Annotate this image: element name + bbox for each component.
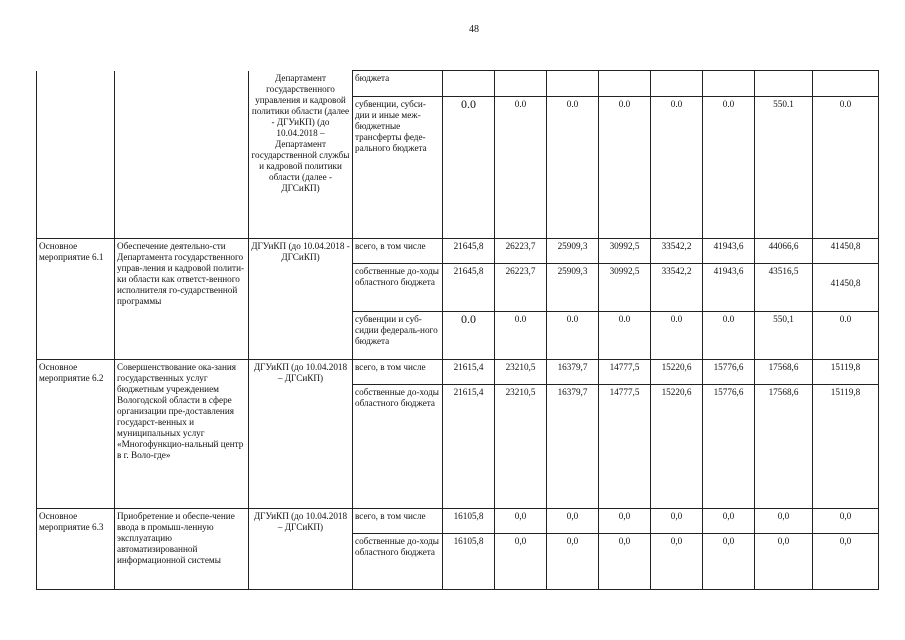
table-row xyxy=(37,509,879,534)
value-cell: 26223,7 xyxy=(495,264,547,312)
value-cell: 17568,6 xyxy=(755,360,813,385)
value-cell: 44066,6 xyxy=(755,239,813,264)
value-cell: 17568,6 xyxy=(755,385,813,509)
value-cell: 0.0 xyxy=(495,312,547,360)
value-cell: 30992,5 xyxy=(599,264,651,312)
value-cell: 25909,3 xyxy=(547,264,599,312)
value-cell: 23210,5 xyxy=(495,385,547,509)
value-cell: 15119,8 xyxy=(813,360,879,385)
code-cell: Основное мероприятие 6.2 xyxy=(37,360,115,509)
table-row xyxy=(37,71,879,97)
source-cell: собственные до-ходы областного бюджета xyxy=(353,534,443,590)
value-cell: 30992,5 xyxy=(599,239,651,264)
value-cell: 0,0 xyxy=(599,534,651,590)
value-cell: 0,0 xyxy=(813,534,879,590)
value-cell: 0.0 xyxy=(651,97,703,239)
name-cell xyxy=(115,71,249,239)
value-cell: 16379,7 xyxy=(547,385,599,509)
value-cell: 16105,8 xyxy=(443,509,495,534)
value-cell: 14777,5 xyxy=(599,385,651,509)
value-cell: 15776,6 xyxy=(703,385,755,509)
source-cell: всего, в том числе xyxy=(353,509,443,534)
table-row xyxy=(37,360,879,385)
value-cell: 23210,5 xyxy=(495,360,547,385)
value-cell: 550,1 xyxy=(755,312,813,360)
code-cell: Основное мероприятие 6.3 xyxy=(37,509,115,590)
code-cell xyxy=(37,71,115,239)
value-cell: 43516,5 xyxy=(755,264,813,312)
value-cell: 0.0 xyxy=(651,312,703,360)
responsible-cell: ДГУиКП (до 10.04.2018 – ДГСиКП) xyxy=(249,509,353,590)
value-cell: 0,0 xyxy=(495,534,547,590)
value-cell: 0.0 xyxy=(547,97,599,239)
source-cell: всего, в том числе xyxy=(353,360,443,385)
budget-table xyxy=(36,70,879,590)
source-cell: субвенции, субси-дии и иные меж-бюджетные трансферты феде-рального бюджета xyxy=(353,97,443,239)
value-cell: 26223,7 xyxy=(495,239,547,264)
value-cell: 21645,8 xyxy=(443,239,495,264)
value-cell: 41943,6 xyxy=(703,239,755,264)
value-cell: 33542,2 xyxy=(651,264,703,312)
value-cell: 0.0 xyxy=(703,97,755,239)
table-row xyxy=(37,239,879,264)
name-cell: Обеспечение деятельно-сти Департамента государственного управ-ления и кадровой полити-ки области как ответст-венного исполнителя го-сударственной программы xyxy=(115,239,249,360)
value-cell: 0,0 xyxy=(547,534,599,590)
value-cell: 14777,5 xyxy=(599,360,651,385)
responsible-cell: ДГУиКП (до 10.04.2018 – ДГСиКП) xyxy=(249,360,353,509)
value-cell: 0.0 xyxy=(703,312,755,360)
value-cell: 21645,8 xyxy=(443,264,495,312)
value-cell: 16105,8 xyxy=(443,534,495,590)
value-cell: 16379,7 xyxy=(547,360,599,385)
value-cell: 0,0 xyxy=(703,509,755,534)
source-cell: собственные до-ходы областного бюджета xyxy=(353,385,443,509)
responsible-cell: Департамент государственного управления и кадровой политики области (далее - ДГУиКП) (до 10.04.2018 – Департамент государственной службы и кадровой политики области (далее - ДГСиКП) xyxy=(249,71,353,239)
source-cell: собственные до-ходы областного бюджета xyxy=(353,264,443,312)
value-cell: 0,0 xyxy=(755,509,813,534)
value-cell: 41450,8 xyxy=(813,264,879,312)
value-cell: 15119,8 xyxy=(813,385,879,509)
responsible-cell: ДГУиКП (до 10.04.2018 - ДГСиКП) xyxy=(249,239,353,360)
value-cell: 0,0 xyxy=(813,509,879,534)
value-cell: 0,0 xyxy=(599,509,651,534)
value-cell: 550.1 xyxy=(755,97,813,239)
value-cell: 0.0 xyxy=(495,97,547,239)
value-cell: 15220,6 xyxy=(651,360,703,385)
value-cell: 25909,3 xyxy=(547,239,599,264)
value-cell: 33542,2 xyxy=(651,239,703,264)
source-cell: субвенции и суб-сидии федераль-ного бюджета xyxy=(353,312,443,360)
value-cell: 15220,6 xyxy=(651,385,703,509)
value-cell: 21615,4 xyxy=(443,360,495,385)
value-cell: 0.0 xyxy=(813,312,879,360)
value-cell: 0,0 xyxy=(651,509,703,534)
value-cell: 0,0 xyxy=(495,509,547,534)
value-cell: 0,0 xyxy=(755,534,813,590)
name-cell: Совершенствование ока-зания государственных услуг бюджетным учреждением Вологодской области в сфере организации пре-доставления государст-венных и муниципальных услуг «Многофункцио-нальный центр в г. Воло-где» xyxy=(115,360,249,509)
value-cell: 15776,6 xyxy=(703,360,755,385)
value-cell: 0.0 xyxy=(547,312,599,360)
code-cell: Основное мероприятие 6.1 xyxy=(37,239,115,360)
value-cell: 0.0 xyxy=(599,97,651,239)
value-cell: 0.0 xyxy=(813,97,879,239)
name-cell: Приобретение и обеспе-чение ввода в промыш-ленную эксплуатацию автоматизированной информационной системы xyxy=(115,509,249,590)
value-cell: 41450,8 xyxy=(813,239,879,264)
value-cell: 21615,4 xyxy=(443,385,495,509)
value-cell: 0.0 xyxy=(599,312,651,360)
value-cell: 0,0 xyxy=(703,534,755,590)
source-cell: бюджета xyxy=(353,71,443,97)
value-cell: 0.0 xyxy=(443,97,495,239)
source-cell: всего, в том числе xyxy=(353,239,443,264)
value-cell: 0,0 xyxy=(651,534,703,590)
value-cell: 41943,6 xyxy=(703,264,755,312)
value-cell: 0,0 xyxy=(547,509,599,534)
page-number: 48 xyxy=(469,24,479,35)
value-cell: 0.0 xyxy=(443,312,495,360)
